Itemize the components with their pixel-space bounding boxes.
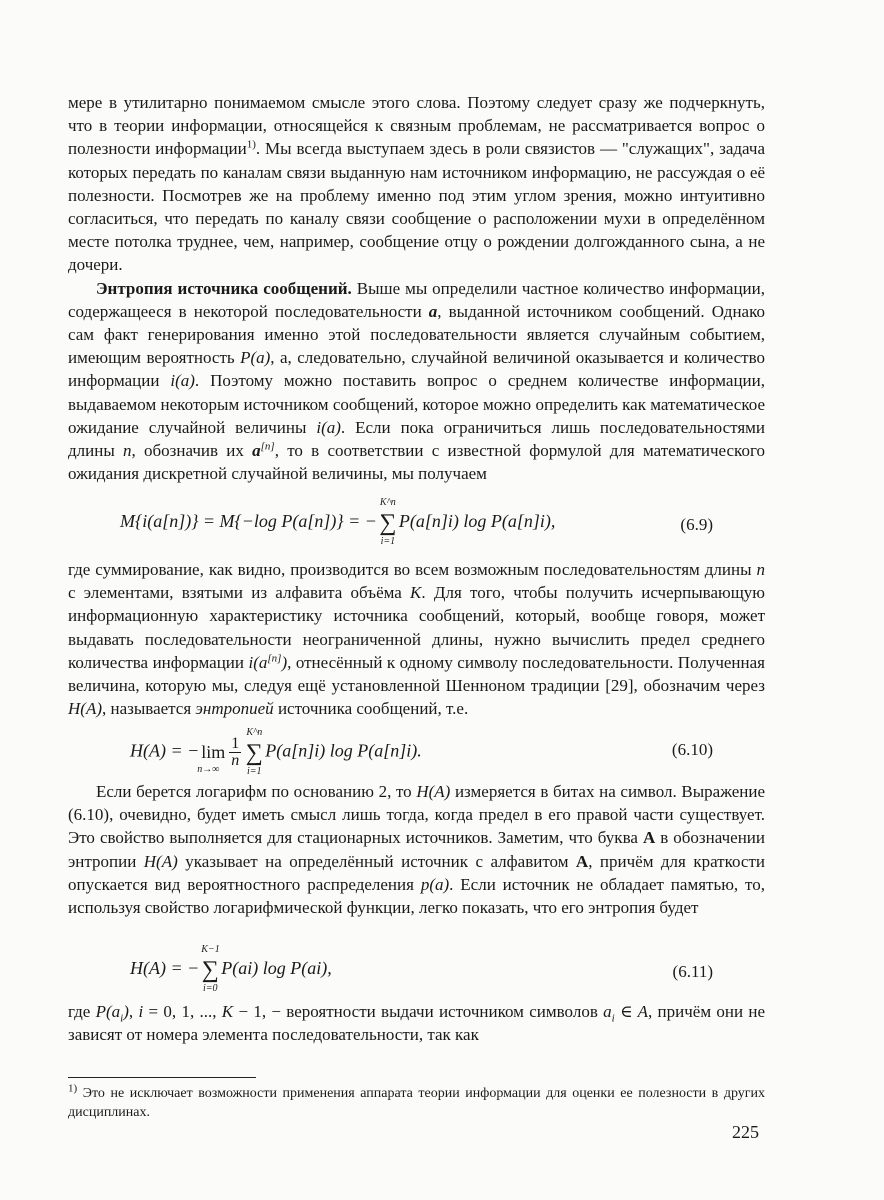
footnote-separator xyxy=(68,1077,256,1078)
footnote-text: Это не исключает возможности применения аппарата теории информации для оценки ее полезности в других дисциплинах. xyxy=(68,1086,765,1120)
section-heading-source-entropy: Энтропия источника сообщений. xyxy=(96,278,352,298)
equation-number: (6.10) xyxy=(671,740,713,759)
equation-body: M{i(a[n])} = M{−log P(a[n])} = − K^n ∑ i=1 P(a[n]i) log P(a[n]i), xyxy=(120,497,556,547)
sum-operator: K^n ∑ i=1 xyxy=(379,497,397,547)
equation-number: (6.11) xyxy=(672,962,713,981)
equation-body: H(A) = − K−1 ∑ i=0 P(ai) log P(ai), xyxy=(130,944,332,994)
limit-operator: lim n→∞ xyxy=(197,742,226,775)
term-entropy: энтропией xyxy=(195,699,274,719)
summation-paragraph-block xyxy=(68,558,765,720)
paragraph-usefulness: мере в утилитарно понимаемом смысле этого слова. Поэтому следует сразу же подчеркнуть, что в теории информации, относящейся к связным проблемам, не рассматривается вопрос о полезности информации$^{1)}$. Мы всегда выступаем здесь в роли связистов — "служащих", задача которых передать по каналам связи выданную нам источником информацию, не рассуждая о её полезности. Посмотрев же на проблему именно под этим углом зрения, можно интуитивно согласиться, что передать по каналу связи сообщение о расположении мухи в определённом месте потолка труднее, чем, например, сообщение отцу о рождении долгожданного сына, а не дочери. xyxy=(68,93,765,275)
sum-operator: K^n ∑ i=1 xyxy=(245,726,263,777)
page-number: 225 xyxy=(732,1122,759,1142)
paragraph-summation: где суммирование, как видно, производится во всем возможным последовательностям длины n с элементами, взятыми из алфавита объёма K. Для того, чтобы получить исчерпывающую информационную характеристику источника сообщений, который, вообще говоря, может выдавать последовательности неограниченной длины, нужно вычислить предел среднего количества информации i(a[n]), отнесённый к одному символу последовательности. Полученная величина, которую мы, следуя ещё установленной Шенноном традиции [29], обозначим через H(A), называется энтропией источника сообщений, т.е. xyxy=(68,560,765,719)
logarithm-paragraph-block xyxy=(68,780,765,919)
equation-body: H(A) = − lim n→∞ $\frac{1}{n}$ K^n ∑ i=1 P(a[n]i) log P(a[n]i). xyxy=(130,726,422,777)
equation-6-9 xyxy=(68,497,765,549)
intro-paragraph-block xyxy=(68,91,765,485)
footnote xyxy=(68,1084,765,1122)
footnote-reference[interactable]: 1) xyxy=(246,138,256,151)
equation-6-10 xyxy=(68,726,765,777)
paragraph-logarithm: Если берется логарифм по основанию 2, то H(A) измеряется в битах на символ. Выражение (6.10), очевидно, будет иметь смысл лишь тогда, когда предел в его правой части существует. Это свойство выполняется для стационарных источников. Заметим, что буква A в обозначении энтропии H(A) указывает на определённый источник с алфавитом A, причём для краткости опускается вид вероятностного распределения p(a). Если источник не обладает памятью, то, используя свойство логарифмической функции, легко показать, что его энтропия будет xyxy=(68,782,766,918)
sum-operator: K−1 ∑ i=0 xyxy=(201,944,220,994)
probability-paragraph-block xyxy=(68,1000,765,1046)
equation-6-11 xyxy=(68,944,765,996)
fraction: $\frac{1}{n}$ xyxy=(231,735,240,769)
paragraph-source-entropy: Энтропия источника сообщений. Выше мы определили частное количество информации, содержащееся в некоторой последовательности a, выданной источником сообщений. Однако сам факт генерирования именно этой последовательности является случайным событием, имеющим вероятность P(a), а, следовательно, случайной величиной оказывается и количество информации i(a). Поэтому можно поставить вопрос о среднем количестве информации, выдаваемом некоторым источником сообщений, которое можно определить как математическое ожидание случайной величины i(a). Если пока ограничиться лишь последовательностями длины n, обозначив их a[n], то в соответствии с известной формулой для математического ожидания дискретной случайной величины, мы получаем xyxy=(68,278,766,484)
paragraph-probabilities: где $P(a_i)$, i = 0, 1, ..., K − 1, − вероятности выдачи источником символов $a_i$ ∈ A, причём они не зависят от номера элемента последовательности, так как xyxy=(68,1002,766,1045)
equation-number: (6.9) xyxy=(680,515,713,534)
footnote-mark: 1) xyxy=(68,1082,78,1095)
